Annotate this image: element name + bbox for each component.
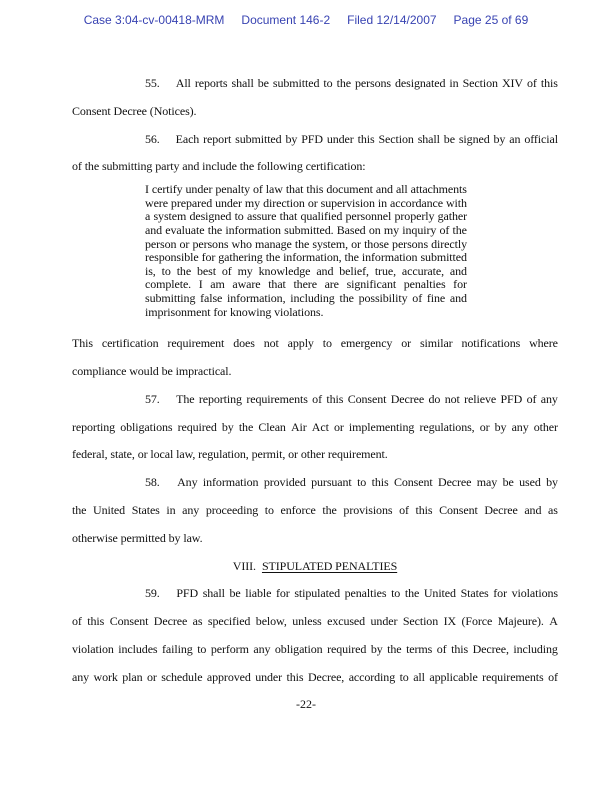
text-line: 56. Each report submitted by PFD under this Section shall be signed by an official bbox=[72, 126, 558, 154]
text-line: 58. Any information provided pursuant to this Consent Decree may be used by bbox=[72, 469, 558, 497]
paragraph-number: 58. bbox=[145, 475, 160, 490]
section-title: STIPULATED PENALTIES bbox=[261, 558, 398, 573]
paragraph bbox=[72, 126, 558, 182]
text-line: 59. PFD shall be liable for stipulated penalties to the United States for violations bbox=[72, 580, 558, 608]
text-line: imprisonment for knowing violations. bbox=[145, 304, 324, 319]
paragraph-number: 56. bbox=[145, 131, 160, 146]
text-line: violation includes failing to perform any obligation required by the terms of this Decree, including bbox=[72, 641, 558, 656]
text-line: were prepared under my direction or supervision in accordance with bbox=[145, 195, 467, 210]
paragraph bbox=[72, 70, 558, 126]
paragraph bbox=[72, 386, 558, 469]
case-header bbox=[0, 13, 612, 27]
text-line: person or persons who manage the system, or those persons directly bbox=[145, 236, 467, 251]
text-line: Consent Decree (Notices). bbox=[72, 103, 197, 118]
paragraph-number: 55. bbox=[145, 76, 160, 90]
text-line: reporting obligations required by the Clean Air Act or implementing regulations, or by any other bbox=[72, 419, 558, 434]
paragraph-number: 59. bbox=[145, 586, 160, 601]
text-line: the United States in any proceeding to enforce the provisions of this Consent Decree and as bbox=[72, 502, 558, 517]
page-number-footer: -22- bbox=[296, 697, 316, 711]
text-line: complete. I am aware that there are significant penalties for bbox=[145, 277, 467, 292]
document-number: Document 146-2 bbox=[241, 13, 331, 27]
text-line: of the submitting party and include the following certification: bbox=[72, 159, 366, 174]
text-line: otherwise permitted by law. bbox=[72, 530, 203, 545]
text-line: and evaluate the information submitted. Based on my inquiry of the bbox=[145, 222, 467, 237]
case-number: Case 3:04-cv-00418-MRM bbox=[83, 13, 225, 27]
text-line: any work plan or schedule approved under this Decree, according to all applicable requirements of bbox=[72, 669, 558, 684]
text-line: 55. All reports shall be submitted to the persons designated in Section XIV of this bbox=[72, 70, 558, 98]
text-line: submitting false information, including the possibility of fine and bbox=[145, 290, 467, 305]
text-line: a system designed to assure that qualified personnel properly gather bbox=[145, 209, 467, 224]
text-line: compliance would be impractical. bbox=[72, 363, 232, 378]
certification-block bbox=[145, 183, 467, 319]
paragraph bbox=[72, 580, 558, 691]
paragraph bbox=[72, 469, 558, 552]
text-line: of this Consent Decree as specified below, unless excused under Section IX (Force Majeure). A bbox=[72, 614, 558, 629]
text-line: This certification requirement does not apply to emergency or similar notifications where bbox=[72, 336, 558, 351]
page-indicator: Page 25 of 69 bbox=[453, 13, 529, 27]
filed-date: Filed 12/14/2007 bbox=[347, 13, 437, 27]
section-number: VIII. bbox=[232, 558, 256, 573]
paragraph bbox=[72, 330, 558, 386]
paragraph-number: 57. bbox=[145, 391, 160, 406]
text-line: I certify under penalty of law that this document and all attachments bbox=[145, 182, 467, 197]
text-line: federal, state, or local law, regulation, permit, or other requirement. bbox=[72, 447, 388, 462]
text-line: is, to the best of my knowledge and belief, true, accurate, and bbox=[145, 263, 467, 278]
text-line: 57. The reporting requirements of this Consent Decree do not relieve PFD of any bbox=[72, 386, 558, 414]
document-body bbox=[72, 70, 558, 691]
section-heading bbox=[72, 553, 558, 581]
text-line: responsible for gathering the information, the information submitted bbox=[145, 250, 467, 265]
